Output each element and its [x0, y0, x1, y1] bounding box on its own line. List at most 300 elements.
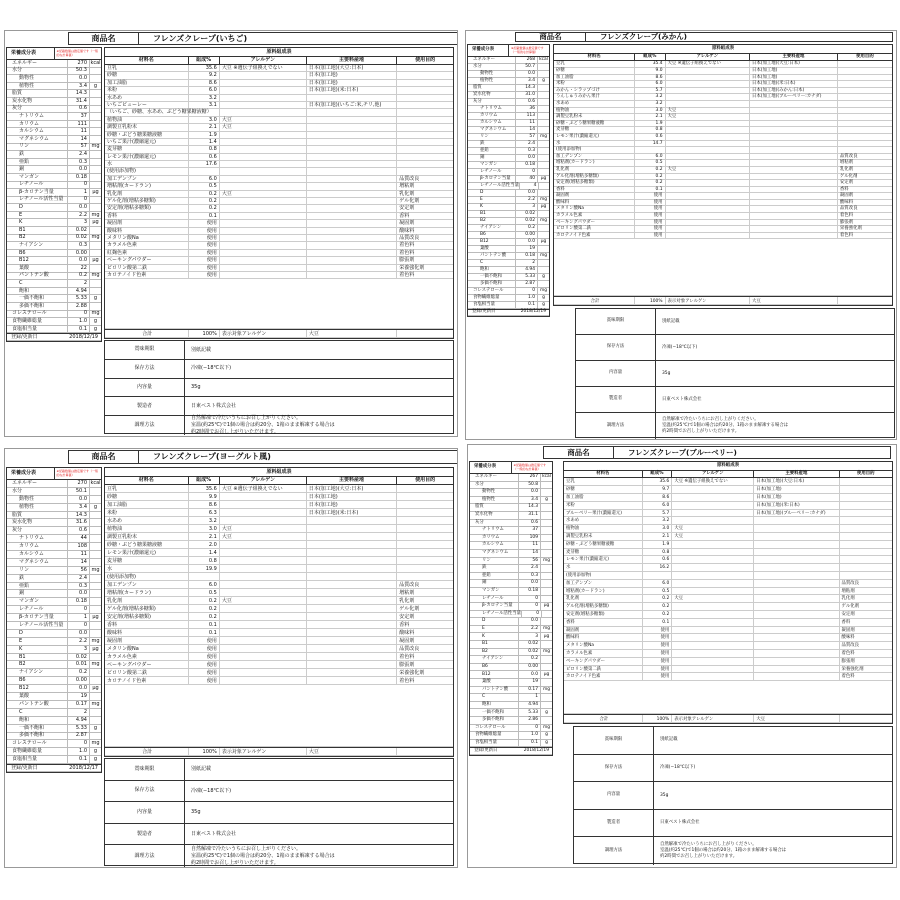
- nutrition-row: [7, 480, 101, 488]
- nutrition-row: [470, 656, 552, 664]
- nutrient-name: 亜鉛: [19, 158, 30, 165]
- nutrient-unit: [89, 677, 101, 684]
- nutrient-unit: [537, 113, 549, 119]
- ingredient-cell: 乳化剤: [399, 190, 415, 197]
- nutrient-value: 14.3: [67, 90, 89, 97]
- ingredient-cell: 酸味料: [841, 635, 855, 641]
- ingredient-cell: 0.1: [189, 621, 220, 628]
- nutrition-row: [470, 588, 552, 596]
- info-value: 自然解凍で冷たいうちにお召し上がりください。 室温(約25℃)で1個の場合は約20分、1箱のまま解凍する場合は 約2時間でお召し上がりいただけます。: [191, 415, 335, 435]
- nutrient-unit: [89, 559, 101, 566]
- nutrient-name: レチノール活性当量: [19, 621, 64, 628]
- column-header: 材料名: [105, 477, 189, 484]
- nutrient-name: 灰分: [473, 98, 482, 104]
- ingredient-cell: [672, 588, 754, 595]
- nutrient-unit: [540, 504, 552, 511]
- ingredient-cell: 品質改良: [399, 175, 420, 182]
- ingredient-cell: 水: [105, 565, 189, 572]
- ingredient-cell: [672, 603, 754, 610]
- ingredient-cell: カラメル色素: [564, 650, 643, 657]
- ingredient-cell: [838, 94, 892, 100]
- nutrient-unit: [540, 717, 552, 724]
- nutrition-row: [7, 113, 101, 121]
- nutrition-row: [7, 669, 101, 677]
- nutrient-unit: [89, 630, 101, 637]
- ingredient-cell: 使用: [189, 250, 220, 256]
- ingredient-cell: 酸味料: [839, 199, 854, 205]
- ingredient-cell: [666, 180, 751, 186]
- nutrient-unit: [537, 71, 549, 77]
- ingredient-cell: 着色料: [839, 213, 854, 219]
- total-label: 合計: [554, 297, 635, 304]
- nutrient-unit: [540, 489, 552, 496]
- nutrient-name: 葉酸: [19, 264, 30, 271]
- ingredient-cell: 0.8: [189, 146, 220, 152]
- nutrient-value: 0.0: [67, 630, 89, 637]
- ingredient-row: [105, 493, 453, 501]
- nutrient-name: 水分: [473, 63, 482, 69]
- ingredient-cell: 16.2: [643, 564, 673, 571]
- nutrient-value: 2: [67, 709, 89, 716]
- nutrient-unit: [537, 155, 549, 161]
- ingredient-table: [563, 461, 893, 724]
- ingredient-row: [105, 637, 453, 645]
- nutrition-row: [7, 756, 101, 764]
- ingredient-cell: [672, 510, 754, 517]
- info-table: [104, 340, 454, 434]
- ingredient-cell: 日本(加工地)(米:日本): [754, 502, 839, 509]
- ingredient-cell: 加工デンプン: [554, 154, 635, 160]
- nutrient-value: 4: [519, 183, 538, 189]
- nutrient-unit: mg: [537, 253, 549, 259]
- ingredient-cell: 6.0: [635, 81, 665, 87]
- ingredient-cell: みかん・シラップづけ: [554, 88, 635, 94]
- nutrition-row: [7, 701, 101, 709]
- info-row: [574, 837, 892, 865]
- nutrient-name: リン: [480, 133, 489, 139]
- ingredient-cell: [220, 87, 307, 93]
- ingredient-cell: [220, 509, 307, 516]
- nutrient-name: B1: [482, 641, 488, 647]
- ingredient-cell: [307, 589, 397, 596]
- spec-sheet: [467, 444, 897, 868]
- nutrient-unit: [538, 183, 549, 189]
- nutrient-name: C: [482, 694, 486, 700]
- nutrient-value: 1: [67, 614, 89, 621]
- ingredient-cell: 香料: [839, 186, 849, 192]
- nutrition-row: [7, 717, 101, 725]
- nutrient-unit: [89, 519, 101, 526]
- ingredient-cell: 日本(加工地)(大豆:日本): [307, 485, 397, 492]
- nutrient-unit: [537, 141, 549, 147]
- nutrient-value: 50.3: [67, 68, 89, 75]
- ingredient-row: [554, 180, 892, 187]
- info-row: [105, 759, 453, 781]
- nutrient-value: 1.0: [67, 748, 89, 755]
- ingredient-row: [554, 167, 892, 174]
- ingredient-row: [105, 485, 453, 493]
- ingredient-cell: 日本(加工地): [307, 72, 397, 78]
- info-value: 自然解凍で冷たいうちにお召し上がりください。 室温(約25℃)で1個の場合は約20分、1箱のまま解凍する場合は 約2時間でお召し上がりいただけます。: [662, 417, 789, 434]
- nutrient-name: コレステロール: [12, 740, 47, 747]
- nutrient-name: B12: [482, 671, 491, 677]
- nutrient-unit: [537, 92, 549, 98]
- nutrient-unit: mg: [540, 558, 552, 565]
- nutrient-unit: mg: [89, 567, 101, 574]
- info-value: 日東ベスト株式会社: [191, 830, 237, 837]
- nutrient-value: 0.00: [67, 250, 89, 257]
- nutrient-value: 0.1: [67, 326, 89, 333]
- ingredient-table: [104, 47, 454, 339]
- nutrition-row: [7, 166, 101, 174]
- nutrition-row: [468, 57, 549, 64]
- nutrient-unit: g: [89, 504, 101, 511]
- ingredient-cell: 2.1: [643, 533, 673, 540]
- info-row: [105, 824, 453, 846]
- ingredient-cell: 使用: [643, 642, 673, 649]
- ingredient-cell: ゲル化剤: [399, 606, 420, 612]
- nutrient-value: 22: [67, 265, 89, 272]
- total-row: [564, 714, 892, 723]
- date-row: [7, 333, 101, 341]
- info-label: 調理方法: [576, 413, 656, 439]
- info-row: [105, 416, 453, 435]
- ingredient-cell: [307, 132, 397, 138]
- nutrient-name: 一価不飽和: [19, 724, 45, 731]
- nutrient-value: 0.01: [67, 661, 89, 668]
- info-value: 別紙記載: [662, 318, 680, 324]
- date-label: 登録/更新日: [11, 764, 38, 771]
- info-value: 35g: [191, 809, 201, 816]
- nutrition-row: [468, 204, 549, 211]
- nutrient-unit: mg: [537, 288, 549, 294]
- ingredient-cell: 大豆 ※遺伝子組換えでない: [666, 61, 751, 67]
- nutrient-unit: [540, 618, 552, 625]
- nutrition-title: 栄養成分表: [11, 50, 37, 56]
- info-value: 35g: [660, 792, 669, 798]
- nutrition-row: [470, 558, 552, 566]
- ingredient-columns: [105, 57, 453, 65]
- ingredient-cell: [307, 265, 397, 271]
- ingredient-cell: [307, 168, 397, 174]
- nutrient-name: 葉酸: [480, 245, 489, 251]
- ingredient-cell: 加工デンプン: [564, 580, 643, 587]
- nutrient-name: 炭水化物: [475, 512, 493, 518]
- ingredient-cell: 35.6: [643, 478, 673, 485]
- nutrition-row: [468, 106, 549, 113]
- ingredient-cell: [220, 517, 307, 524]
- nutrient-value: 0.0: [67, 75, 89, 82]
- ingredient-row: [554, 160, 892, 167]
- ingredient-cell: 増粘剤: [841, 588, 855, 594]
- nutrient-unit: mg: [89, 311, 101, 318]
- nutrient-value: 0.0: [515, 190, 537, 196]
- ingredient-cell: ベーキングパウダー: [105, 257, 189, 263]
- nutrient-name: B2: [480, 217, 486, 223]
- nutrient-unit: μg: [89, 257, 101, 264]
- ingredient-cell: 大豆: [666, 167, 751, 173]
- nutrient-name: C: [480, 259, 484, 265]
- date-row: [7, 764, 101, 772]
- ingredient-cell: [750, 147, 838, 153]
- ingredient-cell: 8.6: [643, 494, 673, 501]
- ingredient-row: [564, 580, 892, 588]
- nutrient-name: カリウム: [19, 543, 39, 550]
- ingredient-cell: [220, 102, 307, 108]
- nutrient-unit: g: [537, 274, 549, 280]
- ingredient-cell: 大豆 ※遺伝子組換えでない: [220, 65, 307, 71]
- spec-sheet: [465, 30, 897, 440]
- nutrient-name: エネルギー: [475, 474, 497, 480]
- nutrient-name: レチノール活性当量: [482, 610, 521, 616]
- ingredient-row: [105, 109, 453, 116]
- ingredient-cell: [220, 645, 307, 652]
- ingredient-cell: 使用: [189, 220, 220, 226]
- ingredient-row: [564, 666, 892, 674]
- nutrient-unit: [540, 596, 552, 603]
- nutrient-value: 0: [518, 725, 540, 732]
- nutrient-value: 31.6: [67, 519, 89, 526]
- ingredient-cell: 凝固剤: [554, 193, 635, 199]
- nutrient-unit: g: [89, 725, 101, 732]
- ingredient-cell: [838, 114, 892, 120]
- ingredient-row: [554, 127, 892, 134]
- ingredient-cell: [220, 95, 307, 101]
- nutrient-value: 0.0: [518, 618, 540, 625]
- nutrient-value: 0.02: [515, 211, 537, 217]
- info-table: [573, 726, 893, 864]
- nutrition-row: [468, 141, 549, 148]
- nutrition-row: [468, 239, 549, 246]
- ingredient-row: [564, 510, 892, 518]
- ingredient-cell: [307, 139, 397, 145]
- ingredient-cell: 0.2: [643, 611, 673, 618]
- ingredient-cell: [754, 634, 839, 641]
- nutrient-name: B2: [19, 661, 26, 668]
- ingredient-row: [105, 653, 453, 661]
- ingredient-cell: 酸味料: [554, 200, 635, 206]
- ingredient-cell: [838, 61, 892, 67]
- ingredient-cell: [307, 154, 397, 160]
- nutrient-value: 14.3: [515, 85, 537, 91]
- nutrition-row: [468, 218, 549, 225]
- ingredient-cell: 3.2: [635, 94, 665, 100]
- ingredient-cell: [220, 183, 307, 189]
- ingredient-cell: 使用: [635, 233, 665, 239]
- ingredient-cell: (使用添加物): [564, 572, 643, 579]
- ingredient-cell: 乳化剤: [105, 597, 189, 604]
- ingredient-cell: [397, 109, 453, 115]
- nutrient-value: 0.0: [67, 204, 89, 211]
- ingredient-cell: 大豆: [672, 525, 754, 532]
- nutrient-name: マンガン: [480, 161, 498, 167]
- nutrition-row: [468, 85, 549, 92]
- nutrient-unit: [89, 265, 101, 272]
- ingredient-cell: [307, 109, 397, 115]
- ingredient-cell: 米粉: [105, 87, 189, 93]
- ingredient-cell: [840, 486, 892, 493]
- info-value: 別紙記載: [191, 765, 212, 772]
- ingredient-cell: [838, 134, 892, 140]
- ingredient-cell: 品質改良: [839, 206, 858, 212]
- ingredient-cell: 麦芽糖: [105, 557, 189, 564]
- total-percent: 100%: [189, 748, 220, 755]
- ingredient-cell: 膨張剤: [399, 257, 415, 264]
- nutrient-value: 1: [67, 189, 89, 196]
- ingredient-cell: 水あめ: [554, 101, 635, 107]
- ingredient-cell: [220, 272, 307, 278]
- ingredient-cell: 使用: [635, 220, 665, 226]
- ingredient-row: [105, 621, 453, 629]
- ingredient-cell: [750, 141, 838, 147]
- ingredient-cell: 大豆: [672, 595, 754, 602]
- ingredient-row: [105, 257, 453, 264]
- nutrition-row: [7, 733, 101, 741]
- ingredient-cell: 3.0: [635, 108, 665, 114]
- nutrient-value: 5.33: [515, 274, 537, 280]
- ingredient-cell: 6.0: [643, 502, 673, 509]
- ingredient-cell: 植物油: [554, 108, 635, 114]
- nutrient-value: 0.1: [518, 740, 540, 747]
- ingredient-cell: 0.2: [189, 198, 220, 204]
- nutrient-unit: [89, 242, 101, 249]
- nutrition-row: [470, 679, 552, 687]
- nutrient-name: マグネシウム: [19, 135, 49, 142]
- nutrient-name: コレステロール: [12, 310, 47, 317]
- ingredient-cell: 19.9: [189, 565, 220, 572]
- ingredient-cell: カラメル色素: [105, 653, 189, 660]
- info-label: 保存方法: [576, 335, 656, 360]
- info-label: 賞味期限: [105, 341, 185, 359]
- ingredient-cell: レモン果汁(濃縮還元): [105, 154, 189, 160]
- info-row: [576, 387, 894, 413]
- nutrient-unit: [537, 148, 549, 154]
- ingredient-cell: 増粘剤: [399, 590, 415, 596]
- nutrition-title: 栄養成分表: [472, 47, 494, 53]
- ingredient-cell: [666, 187, 751, 193]
- nutrition-row: [468, 127, 549, 134]
- info-value: 自然解凍で冷たいうちにお召し上がりください。 室温(約25℃)で1個の場合は約20分、1箱のまま解凍する場合は 約2時間でお召し上がりいただけます。: [191, 846, 335, 866]
- nutrition-row: [468, 155, 549, 162]
- nutrient-unit: [89, 543, 101, 550]
- nutrition-table: [6, 467, 102, 773]
- ingredient-cell: [220, 549, 307, 556]
- nutrient-name: B6: [19, 249, 26, 256]
- info-label: 製造者: [574, 810, 654, 837]
- total-allergen: 大豆: [307, 330, 397, 337]
- ingredient-row: [105, 154, 453, 161]
- ingredient-cell: [666, 94, 751, 100]
- ingredient-cell: [672, 564, 754, 571]
- ingredient-cell: [397, 132, 453, 138]
- nutrition-row: [7, 75, 101, 83]
- nutrient-value: 14: [515, 127, 537, 133]
- ingredient-cell: 使用: [189, 645, 220, 652]
- ingredient-cell: 使用: [189, 669, 220, 676]
- ingredient-cell: 35.6: [189, 65, 220, 71]
- ingredient-cell: ゲル化剤(増粘多糖類): [554, 174, 635, 180]
- ingredient-cell: [307, 541, 397, 548]
- nutrient-name: E: [19, 211, 23, 218]
- ingredient-cell: 0.6: [643, 556, 673, 563]
- ingredient-cell: 品質改良: [399, 646, 420, 652]
- nutrient-value: 0.02: [67, 235, 89, 242]
- nutrition-row: [7, 567, 101, 575]
- ingredient-row: [105, 228, 453, 235]
- nutrient-unit: [537, 85, 549, 91]
- ingredient-cell: [672, 634, 754, 641]
- ingredient-row: [105, 669, 453, 677]
- ingredient-cell: 安定剤: [399, 614, 415, 620]
- ingredient-cell: [307, 637, 397, 644]
- nutrition-row: [470, 717, 552, 725]
- nutrient-name: ナトリウム: [19, 112, 44, 119]
- nutrient-value: 11: [67, 128, 89, 135]
- ingredient-cell: 乳化剤: [841, 596, 855, 602]
- blank-area: [564, 681, 892, 714]
- nutrient-value: 5.33: [67, 295, 89, 302]
- nutrient-unit: [537, 106, 549, 112]
- ingredient-cell: [397, 146, 453, 152]
- ingredient-cell: 砂糖・ぶどう糖果糖液糖: [105, 541, 189, 548]
- nutrient-value: 14.3: [67, 512, 89, 519]
- nutrient-name: 灰分: [12, 105, 23, 112]
- nutrient-value: 0.6: [518, 520, 540, 527]
- ingredient-cell: （いちご、砂糖、水あめ、ぶどう糖果糖液糖）: [107, 109, 212, 116]
- nutrient-value: 0: [67, 182, 89, 189]
- info-value: 日東ベスト株式会社: [191, 402, 237, 409]
- ingredient-title: 原料組成表: [564, 462, 892, 471]
- info-row: [105, 781, 453, 803]
- ingredient-cell: [838, 108, 892, 114]
- total-allergen-label: 表示対象アレルゲン: [666, 297, 751, 304]
- nutrient-value: 0.00: [515, 232, 537, 238]
- ingredient-cell: 大豆: [666, 108, 751, 114]
- ingredient-cell: [220, 72, 307, 78]
- nutrition-row: [7, 622, 101, 630]
- ingredient-cell: 水: [564, 564, 643, 571]
- ingredient-cell: 水あめ: [105, 95, 189, 101]
- ingredient-cell: [307, 176, 397, 182]
- ingredient-cell: 麦芽糖: [105, 146, 189, 152]
- nutrient-unit: [89, 693, 101, 700]
- ingredient-cell: カロテノイド色素: [554, 233, 635, 239]
- ingredient-cell: [672, 619, 754, 626]
- nutrient-value: 0: [67, 197, 89, 204]
- nutrient-unit: [537, 267, 549, 273]
- nutrient-unit: g: [537, 78, 549, 84]
- nutrition-row: [7, 598, 101, 606]
- total-allergen: 大豆: [754, 715, 839, 722]
- nutrition-row: [7, 527, 101, 535]
- nutrient-unit: μg: [537, 204, 549, 210]
- ingredient-cell: 砂糖: [554, 68, 635, 74]
- nutrient-name: 水分: [475, 481, 484, 487]
- ingredient-cell: 使用: [643, 650, 673, 657]
- nutrient-value: 0.6: [515, 99, 537, 105]
- ingredient-cell: [397, 168, 453, 174]
- nutrient-unit: μg: [537, 239, 549, 245]
- nutrition-row: [468, 148, 549, 155]
- nutrient-name: 多価不飽和: [482, 717, 504, 723]
- info-value: 冷凍(−18℃以下): [191, 365, 232, 372]
- ingredient-cell: 0.2: [643, 603, 673, 610]
- nutrient-value: 3: [67, 646, 89, 653]
- ingredient-cell: 0.5: [189, 589, 220, 596]
- nutrient-value: 0.2: [515, 225, 537, 231]
- ingredient-cell: 3.0: [189, 117, 220, 123]
- ingredient-cell: [840, 510, 892, 517]
